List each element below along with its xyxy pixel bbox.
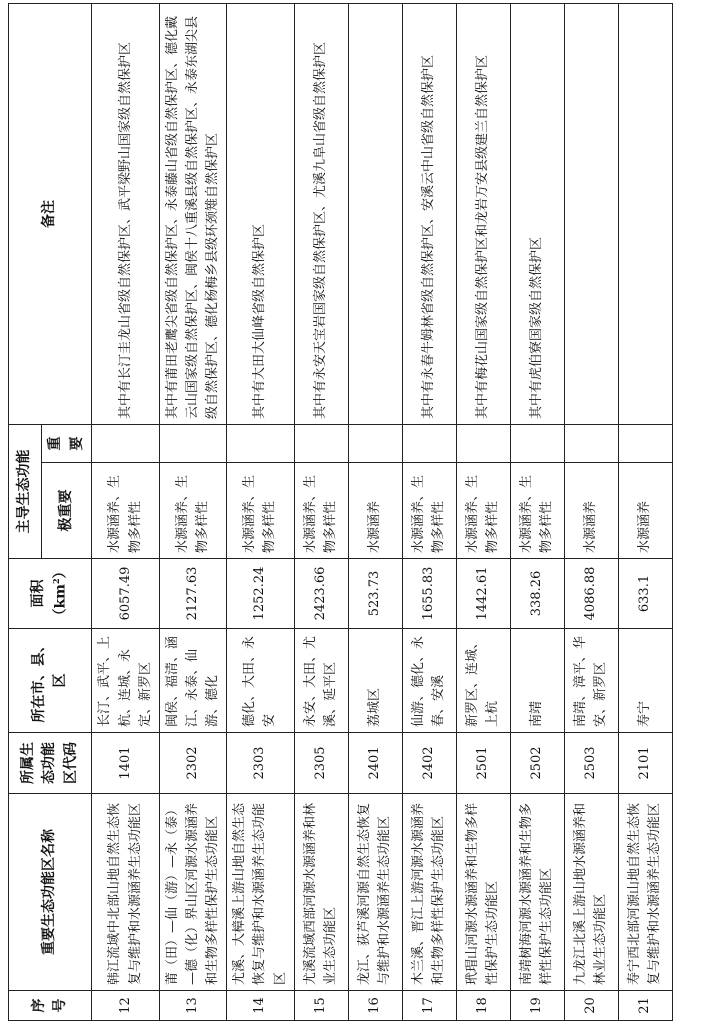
header-func-important: 重要: [42, 425, 92, 463]
cell-region: 荔城区: [348, 629, 402, 733]
cell-code: 2502: [510, 733, 564, 794]
cell-major: 水源涵养、生物多样性: [510, 463, 564, 559]
cell-code: 1401: [92, 733, 159, 794]
cell-major: 水源涵养: [348, 463, 402, 559]
cell-region: 德化、大田、永安: [227, 629, 294, 733]
cell-code: 2503: [564, 733, 618, 794]
cell-major: 水源涵养: [618, 463, 672, 559]
header-region: 所在市、县、区: [9, 629, 92, 733]
header-seq: 序号: [9, 991, 92, 1021]
cell-major: 水源涵养、生物多样性: [294, 463, 348, 559]
cell-name: 韩江流域中北部山地自然生态恢复与维护和水源涵养生态功能区: [92, 794, 159, 991]
cell-important: [348, 425, 402, 463]
cell-major: 水源涵养、生物多样性: [159, 463, 226, 559]
cell-notes: [618, 4, 672, 425]
header-area-unit: （km: [52, 584, 69, 623]
cell-area: 1655.83: [402, 559, 456, 629]
cell-region: 南靖: [510, 629, 564, 733]
cell-name: 尤溪流域西部河源水源涵养和林业生态功能区: [294, 794, 348, 991]
table-row: [227, 4, 294, 1021]
cell-name: 玳瑁山河源水源涵养和生物多样性保护生态功能区: [456, 794, 510, 991]
cell-seq: 15: [294, 991, 348, 1021]
header-area-sup: 2: [50, 578, 61, 585]
cell-region: 南靖、漳平、华安、新罗区: [564, 629, 618, 733]
cell-area: 633.1: [618, 559, 672, 629]
cell-area: 338.26: [510, 559, 564, 629]
table-row: [564, 4, 618, 1021]
cell-code: 2402: [402, 733, 456, 794]
header-area-close: ）: [52, 564, 69, 579]
cell-seq: 18: [456, 991, 510, 1021]
cell-important: [92, 425, 159, 463]
table-row: [294, 4, 348, 1021]
cell-area: 2127.63: [159, 559, 226, 629]
cell-name: 莆（田）—仙（游）—永（泰）—德（化）界山区河源水源涵养和生物多样性保护生态功能区: [159, 794, 226, 991]
cell-seq: 14: [227, 991, 294, 1021]
cell-notes: 其中有永春牛姆林省级自然保护区、安溪云中山省级自然保护区: [402, 4, 456, 425]
header-notes: 备注: [9, 4, 92, 425]
cell-important: [227, 425, 294, 463]
cell-name: 木兰溪、晋江上游河源水源涵养和生物多样性保护生态功能区: [402, 794, 456, 991]
header-func-major: 极重要: [42, 463, 92, 559]
cell-region: 长汀、武平、上杭、连城、永定、新罗区: [92, 629, 159, 733]
cell-area: 1252.24: [227, 559, 294, 629]
cell-seq: 16: [348, 991, 402, 1021]
cell-notes: 其中有长汀圭龙山省级自然保护区、武平梁野山国家级自然保护区: [92, 4, 159, 425]
cell-seq: 17: [402, 991, 456, 1021]
cell-major: 水源涵养、生物多样性: [92, 463, 159, 559]
cell-region: 新罗区、连城、上杭: [456, 629, 510, 733]
cell-region: 仙游、德化、永春、安溪: [402, 629, 456, 733]
cell-major: 水源涵养、生物多样性: [456, 463, 510, 559]
cell-code: 2302: [159, 733, 226, 794]
cell-code: 2401: [348, 733, 402, 794]
table-row: [402, 4, 456, 1021]
cell-area: 2423.66: [294, 559, 348, 629]
table-row: [159, 4, 226, 1021]
table-row: [348, 4, 402, 1021]
table-row: [92, 4, 159, 1021]
cell-region: 永安、大田、尤溪、延平区: [294, 629, 348, 733]
cell-area: 523.73: [348, 559, 402, 629]
cell-major: 水源涵养、生物多样性: [227, 463, 294, 559]
cell-area: 6057.49: [92, 559, 159, 629]
cell-major: 水源涵养、生物多样性: [402, 463, 456, 559]
cell-name: 尤溪、大樟溪上游山地自然生态恢复与维护和水源涵养生态功能区: [227, 794, 294, 991]
cell-important: [294, 425, 348, 463]
table-row: [510, 4, 564, 1021]
cell-name: 寿宁西北部河源山地自然生态恢复与维护和水源涵养生态功能区: [618, 794, 672, 991]
cell-name: 九龙江北溪上游山地水源涵养和林业生态功能区: [564, 794, 618, 991]
eco-function-table: [8, 3, 673, 1021]
cell-notes: 其中有永安天宝岩国家级自然保护区、尤溪九阜山省级自然保护区: [294, 4, 348, 425]
header-area: [9, 559, 92, 629]
cell-code: 2101: [618, 733, 672, 794]
cell-important: [510, 425, 564, 463]
cell-code: 2305: [294, 733, 348, 794]
cell-notes: 其中有大田大仙峰省级自然保护区: [227, 4, 294, 425]
cell-area: 1442.61: [456, 559, 510, 629]
cell-name: 龙江、荻芦溪河源自然生态恢复与维护和水源涵养生态功能区: [348, 794, 402, 991]
cell-name: 南靖树海河源水源涵养和生物多样性保护生态功能区: [510, 794, 564, 991]
header-code: 所属生态功能区代码: [9, 733, 92, 794]
cell-seq: 21: [618, 991, 672, 1021]
cell-important: [618, 425, 672, 463]
cell-major: 水源涵养: [564, 463, 618, 559]
table-row: [456, 4, 510, 1021]
cell-seq: 19: [510, 991, 564, 1021]
header-name: 重要生态功能区名称: [9, 794, 92, 991]
cell-code: 2501: [456, 733, 510, 794]
cell-notes: 其中有莆田老鹰尖省级自然保护区、永泰藤山省级自然保护区、德化戴云山国家级自然保护区、闽侯十八重溪县级自然保护区、永泰东湖尖县级自然保护区、德化杨梅乡县级环颈雉自然保护区: [159, 4, 226, 425]
cell-important: [402, 425, 456, 463]
cell-seq: 12: [92, 991, 159, 1021]
cell-notes: [348, 4, 402, 425]
header-func: 主导生态功能: [9, 425, 42, 559]
cell-notes: 其中有虎伯寮国家级自然保护区: [510, 4, 564, 425]
cell-area: 4086.88: [564, 559, 618, 629]
cell-important: [456, 425, 510, 463]
header-area-label: 面积: [30, 579, 47, 608]
table-row: [618, 4, 672, 1021]
cell-important: [159, 425, 226, 463]
cell-code: 2303: [227, 733, 294, 794]
cell-region: 闽侯、福清、涵江、永泰、仙游、德化: [159, 629, 226, 733]
cell-region: 寿宁: [618, 629, 672, 733]
cell-seq: 13: [159, 991, 226, 1021]
cell-seq: 20: [564, 991, 618, 1021]
cell-notes: [564, 4, 618, 425]
cell-important: [564, 425, 618, 463]
cell-notes: 其中有梅花山国家级自然保护区和龙岩万安县级建兰自然保护区: [456, 4, 510, 425]
